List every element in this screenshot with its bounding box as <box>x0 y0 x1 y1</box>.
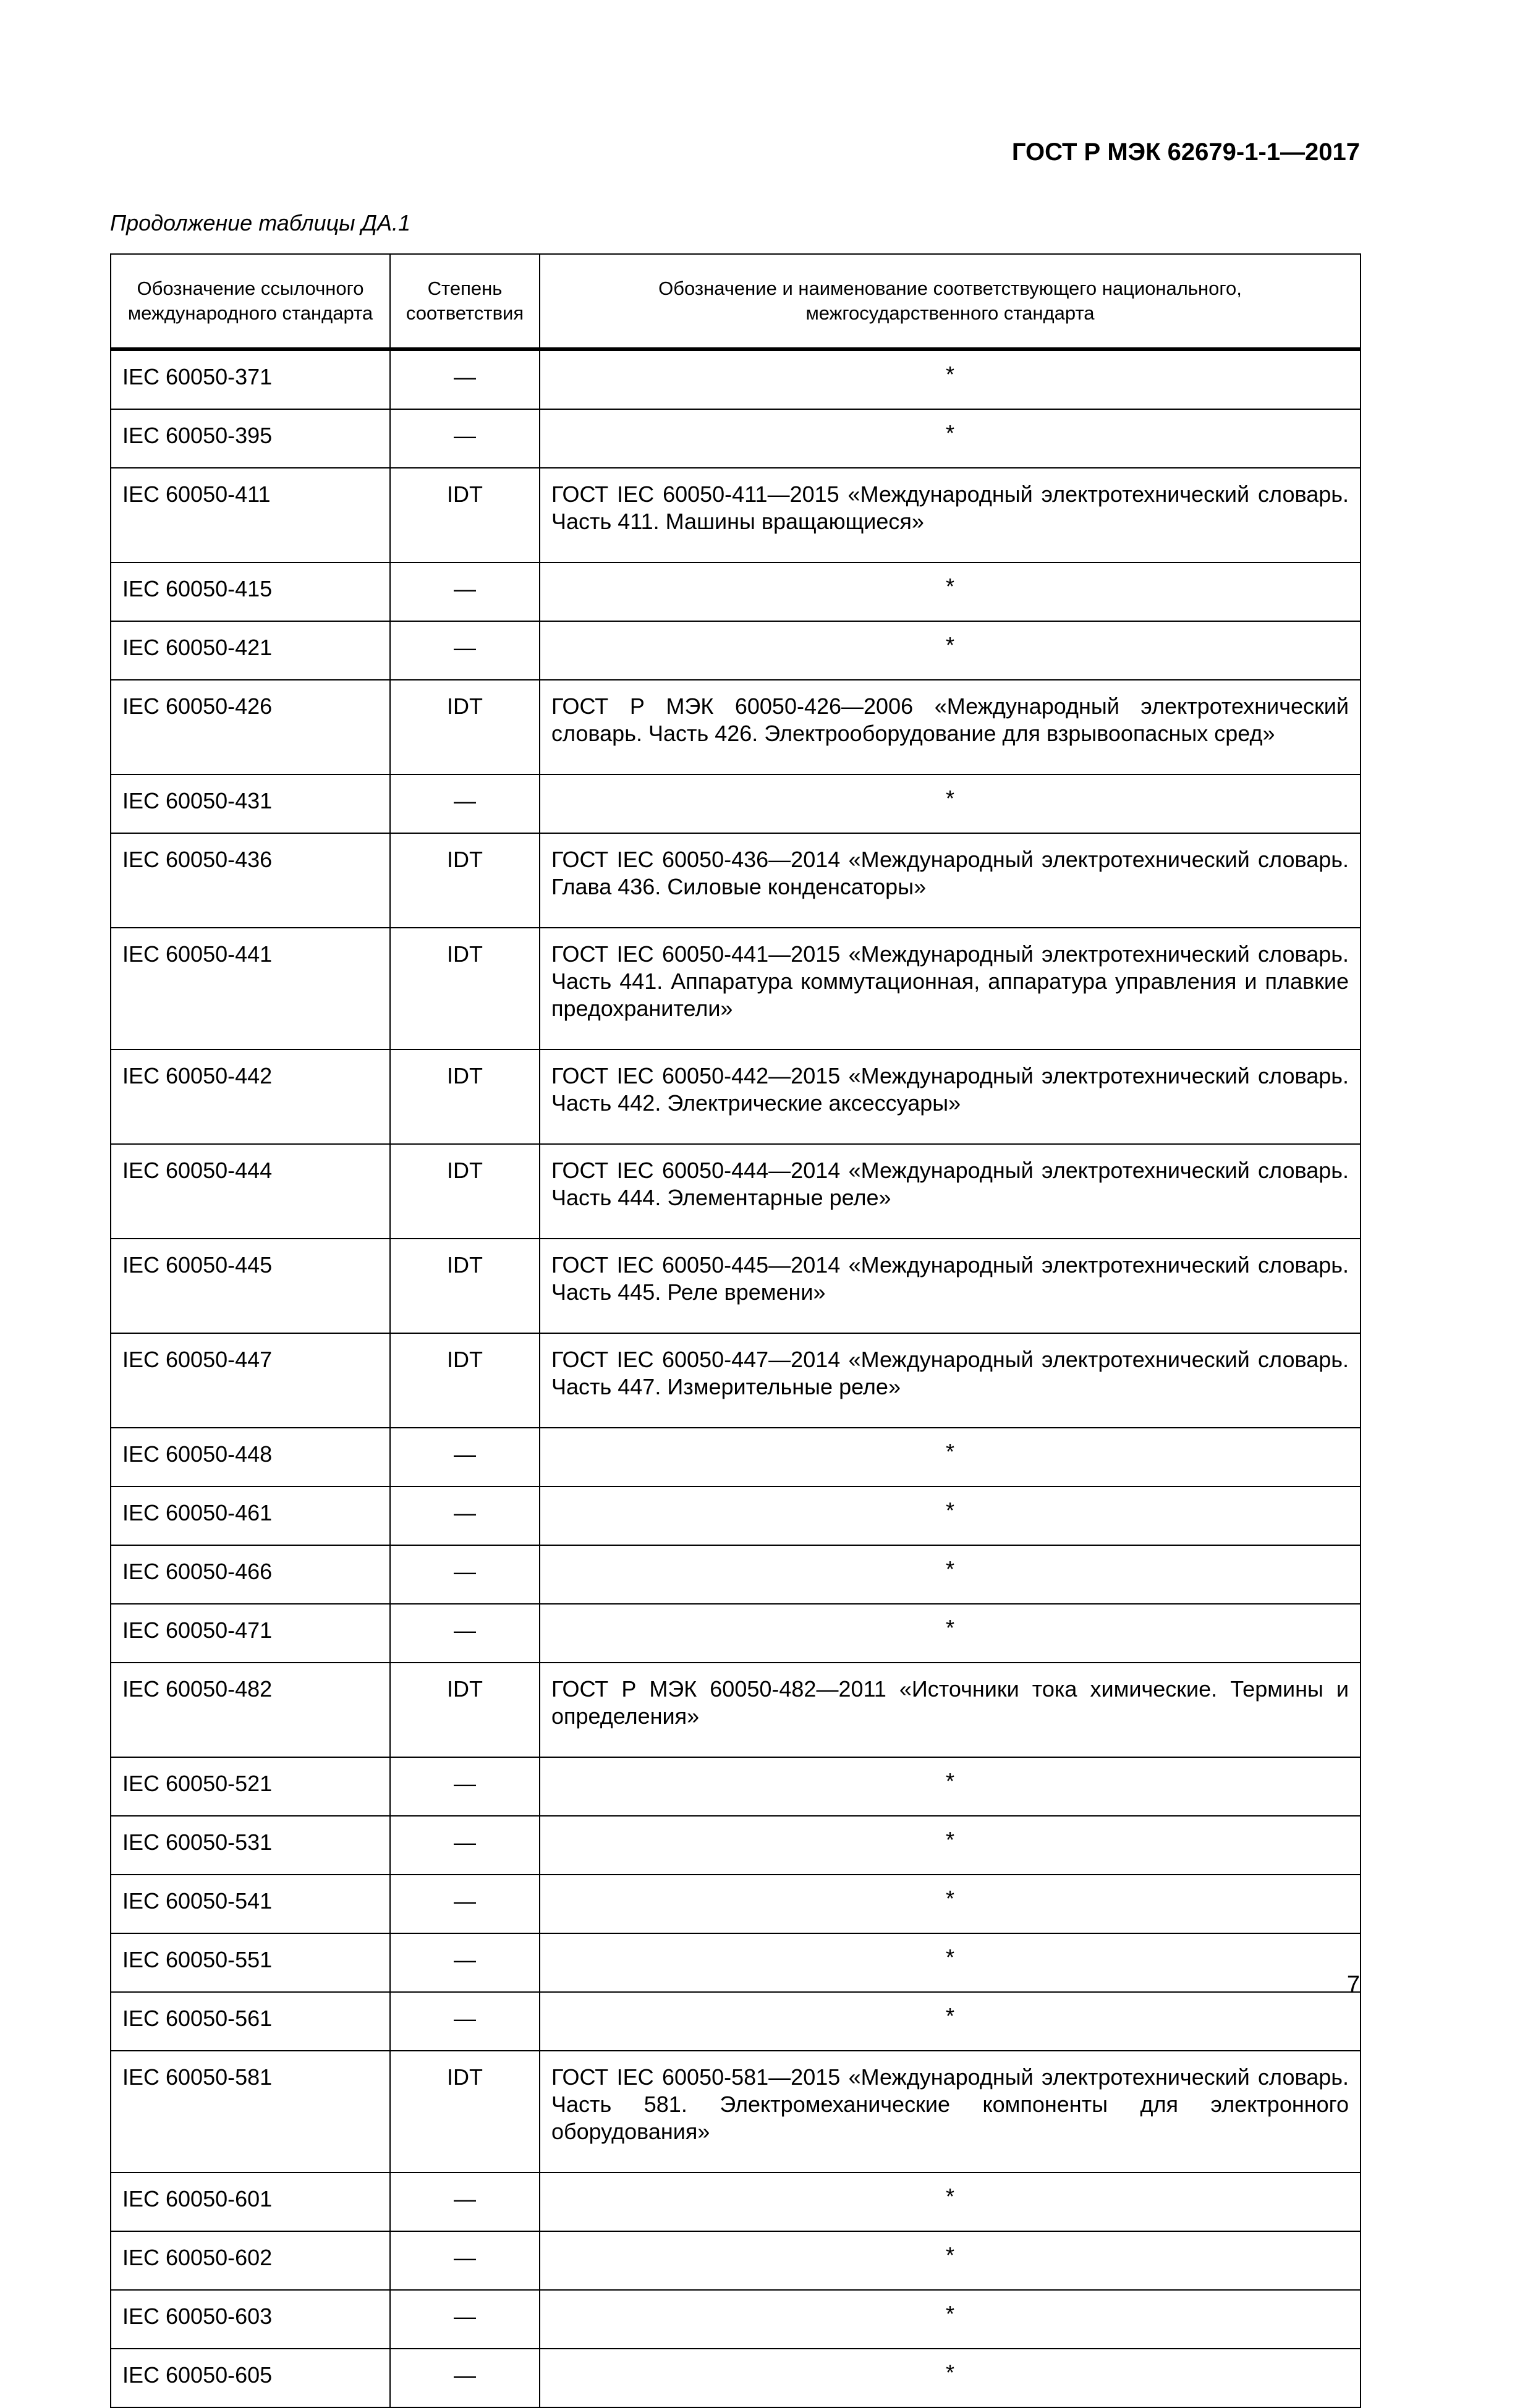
document-code: ГОСТ Р МЭК 62679-1-1—2017 <box>1011 138 1360 166</box>
cell-national-standard: ГОСТ Р МЭК 60050-426—2006 «Международный электротехнический словарь. Часть 426. Электрооборудование для взрывоопасных сред» <box>540 680 1361 774</box>
table-header-row <box>111 254 1361 349</box>
table-row <box>111 1144 1361 1239</box>
cell-national-standard: * <box>540 1604 1361 1663</box>
table-row <box>111 2231 1361 2290</box>
table-row <box>111 1816 1361 1875</box>
cell-national-standard: * <box>540 2349 1361 2407</box>
table-row <box>111 1049 1361 1144</box>
cell-reference-standard: IEC 60050-601 <box>111 2173 390 2231</box>
cell-degree: — <box>390 774 540 833</box>
column-header-degree: Степень соответствия <box>390 254 540 349</box>
cell-reference-standard: IEC 60050-605 <box>111 2349 390 2407</box>
cell-degree: IDT <box>390 680 540 774</box>
cell-reference-standard: IEC 60050-466 <box>111 1545 390 1604</box>
table-row <box>111 928 1361 1049</box>
cell-degree: IDT <box>390 468 540 562</box>
table-row <box>111 774 1361 833</box>
cell-reference-standard: IEC 60050-561 <box>111 1992 390 2051</box>
cell-reference-standard: IEC 60050-415 <box>111 562 390 621</box>
cell-degree: — <box>390 1992 540 2051</box>
cell-reference-standard: IEC 60050-581 <box>111 2051 390 2173</box>
cell-national-standard: * <box>540 1757 1361 1816</box>
cell-reference-standard: IEC 60050-461 <box>111 1486 390 1545</box>
cell-reference-standard: IEC 60050-447 <box>111 1333 390 1428</box>
table-row <box>111 562 1361 621</box>
cell-degree: — <box>390 1545 540 1604</box>
cell-national-standard: ГОСТ IEC 60050-436—2014 «Международный электротехнический словарь. Глава 436. Силовые конденсаторы» <box>540 833 1361 928</box>
cell-national-standard: ГОСТ IEC 60050-447—2014 «Международный электротехнический словарь. Часть 447. Измерительные реле» <box>540 1333 1361 1428</box>
table-row <box>111 1663 1361 1757</box>
cell-national-standard: * <box>540 1992 1361 2051</box>
table-row <box>111 468 1361 562</box>
table-row <box>111 1239 1361 1333</box>
cell-reference-standard: IEC 60050-431 <box>111 774 390 833</box>
cell-reference-standard: IEC 60050-395 <box>111 409 390 468</box>
cell-degree: IDT <box>390 1049 540 1144</box>
cell-national-standard: * <box>540 1933 1361 1992</box>
table-row <box>111 1545 1361 1604</box>
cell-national-standard: ГОСТ IEC 60050-581—2015 «Международный электротехнический словарь. Часть 581. Электромеханические компоненты для электронного оборудования» <box>540 2051 1361 2173</box>
page-number: 7 <box>1346 1972 1360 1998</box>
table-row <box>111 2173 1361 2231</box>
cell-national-standard: ГОСТ IEC 60050-441—2015 «Международный электротехнический словарь. Часть 441. Аппаратура коммутационная, аппаратура управления и плавкие предохранители» <box>540 928 1361 1049</box>
cell-reference-standard: IEC 60050-471 <box>111 1604 390 1663</box>
cell-degree: — <box>390 1757 540 1816</box>
cell-reference-standard: IEC 60050-482 <box>111 1663 390 1757</box>
cell-degree: — <box>390 2349 540 2407</box>
cell-degree: — <box>390 621 540 680</box>
cell-national-standard: ГОСТ IEC 60050-445—2014 «Международный электротехнический словарь. Часть 445. Реле времени» <box>540 1239 1361 1333</box>
cell-national-standard: ГОСТ IEC 60050-411—2015 «Международный электротехнический словарь. Часть 411. Машины вращающиеся» <box>540 468 1361 562</box>
cell-degree: — <box>390 2173 540 2231</box>
cell-degree: IDT <box>390 1239 540 1333</box>
cell-reference-standard: IEC 60050-448 <box>111 1428 390 1486</box>
cell-degree: IDT <box>390 1333 540 1428</box>
cell-national-standard: * <box>540 1816 1361 1875</box>
cell-degree: — <box>390 409 540 468</box>
cell-degree: IDT <box>390 1144 540 1239</box>
cell-reference-standard: IEC 60050-444 <box>111 1144 390 1239</box>
cell-degree: — <box>390 1486 540 1545</box>
table-row <box>111 409 1361 468</box>
table-row <box>111 2349 1361 2407</box>
cell-national-standard: ГОСТ IEC 60050-442—2015 «Международный электротехнический словарь. Часть 442. Электрические аксессуары» <box>540 1049 1361 1144</box>
cell-national-standard: * <box>540 621 1361 680</box>
table-row <box>111 2051 1361 2173</box>
cell-national-standard: * <box>540 774 1361 833</box>
cell-reference-standard: IEC 60050-421 <box>111 621 390 680</box>
column-header-national-standard: Обозначение и наименование соответствующего национального, межгосударственного стандарта <box>540 254 1361 349</box>
cell-degree: — <box>390 562 540 621</box>
cell-national-standard: * <box>540 2231 1361 2290</box>
table-row <box>111 2290 1361 2349</box>
cell-national-standard: ГОСТ IEC 60050-444—2014 «Международный электротехнический словарь. Часть 444. Элементарные реле» <box>540 1144 1361 1239</box>
cell-degree: — <box>390 2231 540 2290</box>
cell-reference-standard: IEC 60050-442 <box>111 1049 390 1144</box>
table-row <box>111 349 1361 409</box>
cell-degree: IDT <box>390 2051 540 2173</box>
cell-reference-standard: IEC 60050-445 <box>111 1239 390 1333</box>
cell-reference-standard: IEC 60050-371 <box>111 349 390 409</box>
cell-degree: IDT <box>390 928 540 1049</box>
cell-reference-standard: IEC 60050-603 <box>111 2290 390 2349</box>
cell-reference-standard: IEC 60050-436 <box>111 833 390 928</box>
table-row <box>111 1486 1361 1545</box>
table-row <box>111 1992 1361 2051</box>
cell-degree: — <box>390 1428 540 1486</box>
cell-reference-standard: IEC 60050-521 <box>111 1757 390 1816</box>
cell-national-standard: * <box>540 1545 1361 1604</box>
cell-degree: — <box>390 2290 540 2349</box>
cell-national-standard: * <box>540 2173 1361 2231</box>
cell-degree: — <box>390 1816 540 1875</box>
table-body <box>111 349 1361 2407</box>
cell-degree: IDT <box>390 833 540 928</box>
table-row <box>111 1757 1361 1816</box>
table-row <box>111 1933 1361 1992</box>
table-row <box>111 680 1361 774</box>
cell-national-standard: * <box>540 1486 1361 1545</box>
cell-national-standard: * <box>540 2290 1361 2349</box>
correspondence-table <box>110 253 1361 2408</box>
cell-national-standard: * <box>540 562 1361 621</box>
cell-reference-standard: IEC 60050-441 <box>111 928 390 1049</box>
cell-degree: — <box>390 1604 540 1663</box>
table-row <box>111 1875 1361 1933</box>
column-header-reference: Обозначение ссылочного международного стандарта <box>111 254 390 349</box>
cell-national-standard: * <box>540 1875 1361 1933</box>
table-row <box>111 1333 1361 1428</box>
cell-national-standard: * <box>540 349 1361 409</box>
cell-reference-standard: IEC 60050-531 <box>111 1816 390 1875</box>
table-caption: Продолжение таблицы ДА.1 <box>110 210 411 235</box>
cell-reference-standard: IEC 60050-602 <box>111 2231 390 2290</box>
cell-national-standard: * <box>540 1428 1361 1486</box>
table-row <box>111 833 1361 928</box>
table-row <box>111 1428 1361 1486</box>
cell-degree: IDT <box>390 1663 540 1757</box>
cell-degree: — <box>390 349 540 409</box>
cell-degree: — <box>390 1933 540 1992</box>
cell-reference-standard: IEC 60050-541 <box>111 1875 390 1933</box>
cell-national-standard: * <box>540 409 1361 468</box>
cell-degree: — <box>390 1875 540 1933</box>
cell-reference-standard: IEC 60050-411 <box>111 468 390 562</box>
cell-reference-standard: IEC 60050-551 <box>111 1933 390 1992</box>
table-row <box>111 1604 1361 1663</box>
table-row <box>111 621 1361 680</box>
cell-reference-standard: IEC 60050-426 <box>111 680 390 774</box>
cell-national-standard: ГОСТ Р МЭК 60050-482—2011 «Источники тока химические. Термины и определения» <box>540 1663 1361 1757</box>
